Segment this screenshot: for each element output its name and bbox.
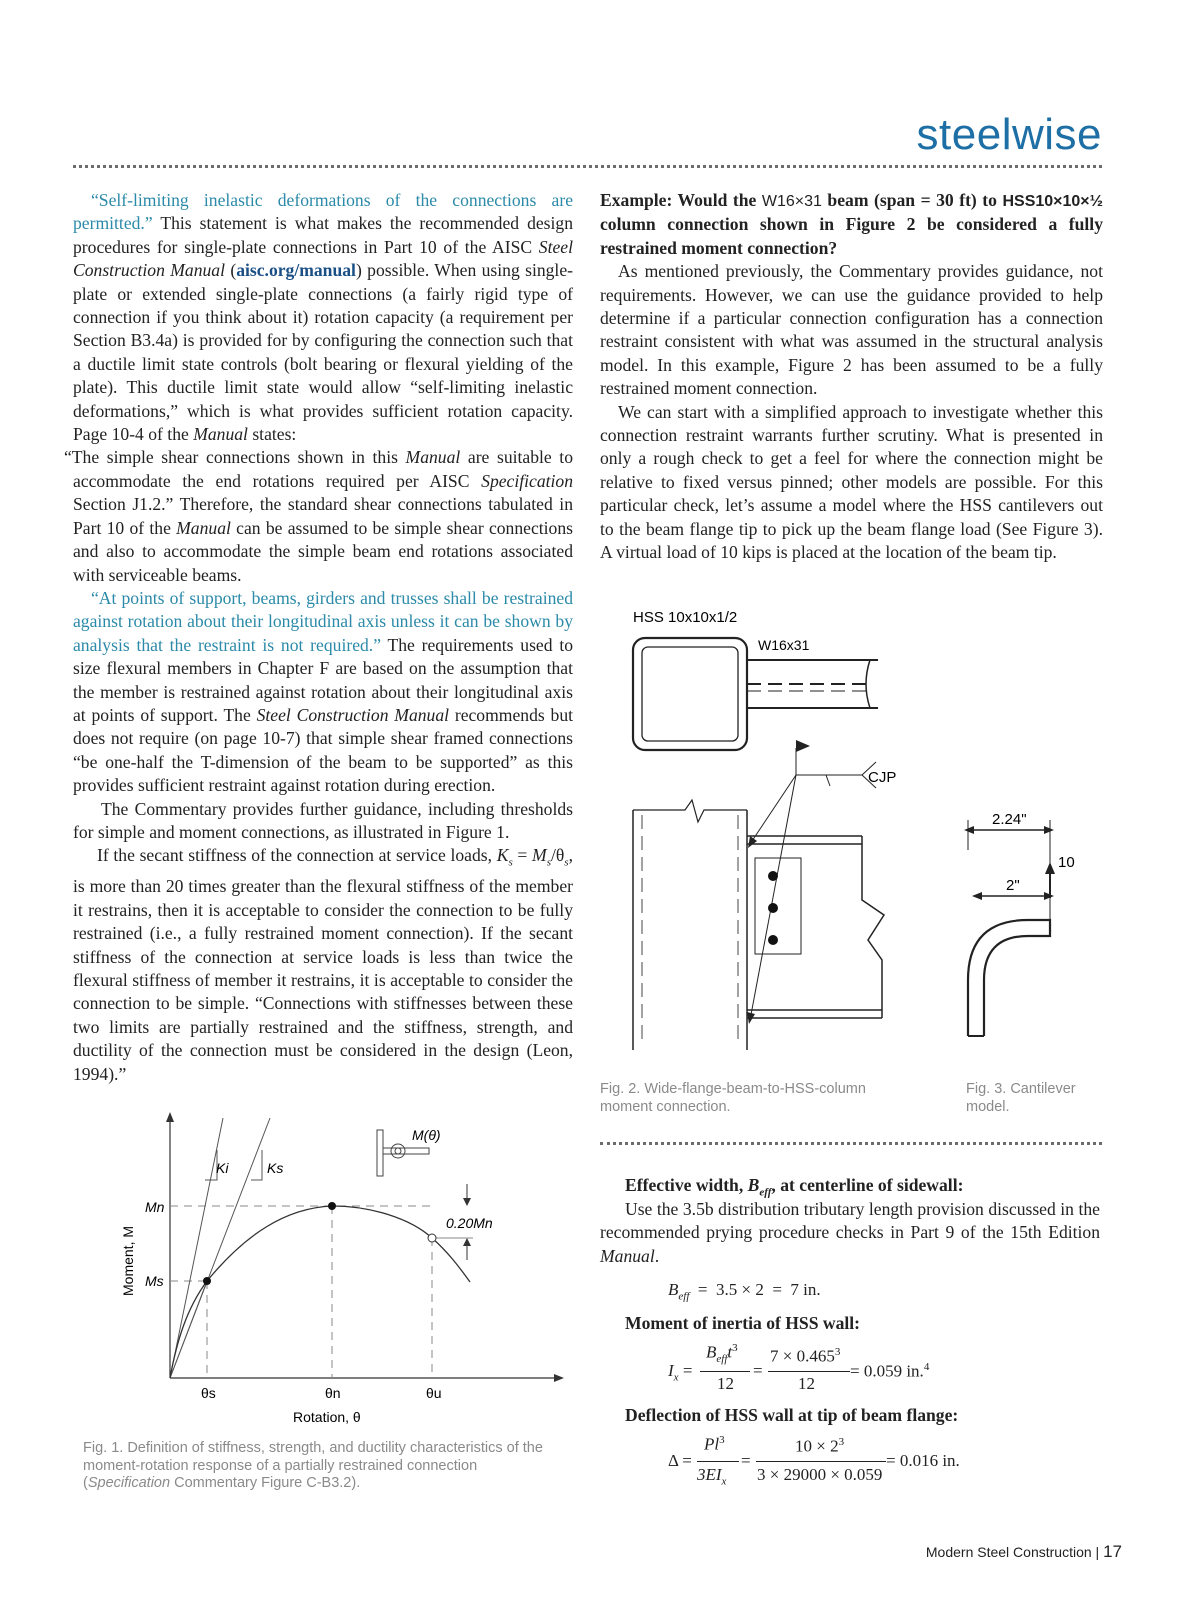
- heading-moment-of-inertia: Moment of inertia of HSS wall:: [625, 1313, 861, 1333]
- label-dim-2: 2": [1006, 877, 1020, 894]
- effective-width-text: Use the 3.5b distribution tributary length provision discussed in the recommended prying procedure checks in Part 9 of the 15th Edition Manual.: [600, 1199, 1100, 1266]
- equation-delta-frac2-num: $10 \times 2^3$: [795, 1436, 845, 1456]
- y-axis-arrow: [166, 1112, 174, 1122]
- label-theta-u: θu: [426, 1385, 442, 1401]
- paragraph-3: “At points of support, beams, girders and trusses shall be restrained against rotation about their longitudinal axis unless it can be shown by analysis that the restraint is not required.” The requirements used to size flexural members in Chapter F are based on the assumption that the member is restrained against rotation about their longitudinal axis at points of support. The Steel Construction Manual recommends but does not require (on page 10-7) that simple shear framed connections “be one-half the T-dimension of the beam to be supported” as this provides sufficient restraint against rotation during erection.: [73, 587, 574, 796]
- figure-1-moment-rotation: [115, 1110, 565, 1430]
- column-break-top: [633, 800, 747, 822]
- x-axis-label: Rotation, θ: [293, 1409, 361, 1425]
- equation-delta-result: = 0.016 in.: [886, 1451, 960, 1470]
- label-theta-n: θn: [325, 1385, 341, 1401]
- label-ks: Ks: [267, 1160, 284, 1176]
- figure-2-caption: Fig. 2. Wide-flange-beam-to-HSS-column moment connection.: [600, 1081, 866, 1115]
- hss-section: [633, 638, 747, 750]
- equation-delta-lhs: Δ =: [668, 1451, 692, 1470]
- paragraph-4: The Commentary provides further guidance, including thresholds for simple and moment connections, as illustrated in Figure 1.: [73, 798, 573, 842]
- weld-leader-arrow-top: [748, 836, 757, 848]
- cantilever-wall: [968, 920, 1050, 1036]
- y-axis-label: Moment, M: [120, 1225, 136, 1296]
- bolt-3: [768, 935, 778, 945]
- calc-divider: [600, 1142, 1102, 1145]
- label-m-theta: M(θ): [412, 1127, 441, 1143]
- paragraph-simplified: We can start with a simplified approach to investigate whether this connection restraint warrants further scrutiny. What is presented in only a rough check to get a feel for where the connection might be relative to fixed versus pinned; other models are possible. For this particular check, let’s assume a model where the HSS cantilevers out to the beam flange tip to pick up the beam flange load (See Figure 3). A virtual load of 10 kips is placed at the location of the beam tip.: [600, 401, 1103, 563]
- label-ki: Ki: [216, 1160, 229, 1176]
- point-theta-s: [203, 1277, 211, 1285]
- label-cjp: CJP: [868, 769, 897, 786]
- equation-ix-frac1-den: 12: [717, 1374, 734, 1393]
- page-footer: Modern Steel Construction | 17: [925, 1542, 1122, 1561]
- bolt-1: [768, 871, 778, 881]
- drop-arrowhead-top: [463, 1198, 471, 1206]
- equation-ix-result: = 0.059 in.$^4$: [850, 1361, 930, 1381]
- equation-delta-frac2-bar: [756, 1461, 886, 1462]
- equation-ix-lhs: $I_x$ =: [668, 1361, 693, 1384]
- right-column: [600, 189, 1103, 565]
- ks-triangle: [251, 1150, 262, 1180]
- paragraph-1: “Self-limiting inelastic deformations of the connections are permitted.” This statement is what makes the recommended design procedures for single-plate connections in Part 10 of the AISC Steel Construction Manual (aisc.org/manual) possible. When using single-plate or extended single-plate connections (a fairly rigid type of connection if you think about it) rotation capacity (a requirement per Section B3.4a) is provided for by configuring the connection such that a ductile limit state controls (bolt bearing or flexural yielding of the plate). This ductile limit state would allow “self-limiting inelastic deformations,” which is what provides sufficient rotation capacity. Page 10-4 of the Manual states:: [73, 190, 573, 445]
- hss-section-inner: [642, 647, 738, 741]
- figure-1-caption: Fig. 1. Definition of stiffness, strength, and ductility characteristics of the moment-rotation response of a partially restrained connection (Specification Commentary Figure C-B3.2).: [83, 1440, 543, 1491]
- example-question: Example: Would the W16×31 beam (span = 30 ft) to HSS10×10×½ column connection shown in Figure 2 be considered a fully restrained moment connection?: [600, 190, 1103, 258]
- quote-self-limiting: “Self-limiting inelastic deformations of the connections are permitted.”: [73, 190, 573, 234]
- dim-arrow-1-left: [964, 826, 974, 834]
- left-column: [64, 189, 574, 1086]
- equation-ix-frac2-num: $7 \times 0.465^3$: [770, 1346, 841, 1366]
- label-drop: 0.20Mn: [446, 1215, 493, 1231]
- dim-arrow-2-left: [972, 892, 982, 900]
- equation-ix-eq: =: [753, 1361, 763, 1380]
- beam-break-plan: [866, 660, 870, 708]
- weld-leader-bottom: [750, 775, 796, 1020]
- equation-beff: $B_{eff} = 3.5 \times 2 = 7$ in.: [668, 1280, 821, 1303]
- header-divider: [73, 165, 1102, 168]
- equation-delta-frac1-num: Pl$^3$: [704, 1434, 725, 1454]
- dim-arrow-1-right: [1044, 826, 1054, 834]
- load-arrowhead: [1045, 862, 1055, 874]
- x-axis-arrow: [554, 1374, 564, 1382]
- paragraph-2: “The simple shear connections shown in this Manual are suitable to accommodate the end rotations required per AISC Specification Section J1.2.” Therefore, the standard shear connections tabulated in Part 10 of the Manual can be assumed to be simple shear connections and also to accommodate the simple beam end rotations associated with serviceable beams.: [64, 447, 573, 585]
- page-number: 17: [1103, 1542, 1122, 1561]
- weld-bevel: [826, 775, 830, 786]
- equation-ix-frac1-num: $B_{eff}t^3$: [706, 1342, 738, 1366]
- equation-ix-frac2-bar: [768, 1371, 850, 1372]
- equation-delta-frac1-bar: [697, 1461, 739, 1462]
- brand-title: steelwise: [916, 110, 1102, 159]
- paragraph-5: If the secant stiffness of the connection at service loads, $K_s = M_s/\theta_s$, is more than 20 times greater than the flexural stiffness of the member it restrains, then it is acceptable to consider the connection to be fully restrained (i.e., a fully restrained moment connection). If the secant stiffness of the connection at service loads is less than twice the flexural stiffness of member it restrains, it is acceptable to consider the connection to be simple. “Connections with stiffnesses between these two limits are partially restrained and the stiffness, strength, and ductility of the connection must be considered in the design (Leon, 1994).”: [73, 845, 573, 1084]
- equation-ix-frac1-bar: [700, 1371, 750, 1372]
- equation-ix-frac2-den: 12: [798, 1374, 815, 1393]
- heading-deflection: Deflection of HSS wall at tip of beam flange:: [625, 1405, 959, 1425]
- paragraph-guidance: As mentioned previously, the Commentary provides guidance, not requirements. However, we can use the guidance provided to help determine if a particular connection configuration has a connection restraint consistent with what was assumed in the structural analysis model. In this example, Figure 2 has been assumed to be a fully restrained moment connection.: [600, 261, 1103, 399]
- equation-delta-eq: =: [741, 1451, 751, 1470]
- label-ms: Ms: [145, 1273, 164, 1289]
- label-mn: Mn: [145, 1199, 165, 1215]
- ki-line: [170, 1118, 223, 1378]
- equation-delta-frac2-den: 3 × 29000 × 0.059: [757, 1465, 883, 1484]
- label-theta-s: θs: [201, 1385, 216, 1401]
- weld-flag: [796, 740, 810, 752]
- label-beam: W16x31: [758, 637, 810, 653]
- point-theta-n: [328, 1202, 336, 1210]
- label-dim-1: 2.24": [992, 811, 1027, 828]
- bolt-2: [768, 903, 778, 913]
- figure-3-cantilever: [950, 790, 1100, 1060]
- beam-break-elev: [862, 836, 884, 1018]
- moment-rotation-curve: [170, 1206, 470, 1378]
- equation-delta-frac1-den: $3EI_x$: [697, 1465, 727, 1488]
- heading-effective-width: Effective width, $B_{eff}$, at centerline of sidewall:: [625, 1175, 964, 1199]
- figure-3-caption: Fig. 3. Cantilever model.: [966, 1081, 1076, 1115]
- label-load: 10: [1058, 854, 1075, 871]
- drop-arrowhead-bottom: [463, 1238, 471, 1246]
- quote-points-of-support: “At points of support, beams, girders and trusses shall be restrained against rotation about their longitudinal axis unless it can be shown by analysis that the restraint is not required.”: [73, 587, 573, 655]
- label-hss: HSS 10x10x1/2: [633, 609, 738, 626]
- point-theta-u: [428, 1234, 436, 1242]
- aisc-manual-link[interactable]: aisc.org/manual: [236, 260, 356, 281]
- figure-2-connection: [600, 600, 900, 1070]
- secant-line: [170, 1281, 207, 1378]
